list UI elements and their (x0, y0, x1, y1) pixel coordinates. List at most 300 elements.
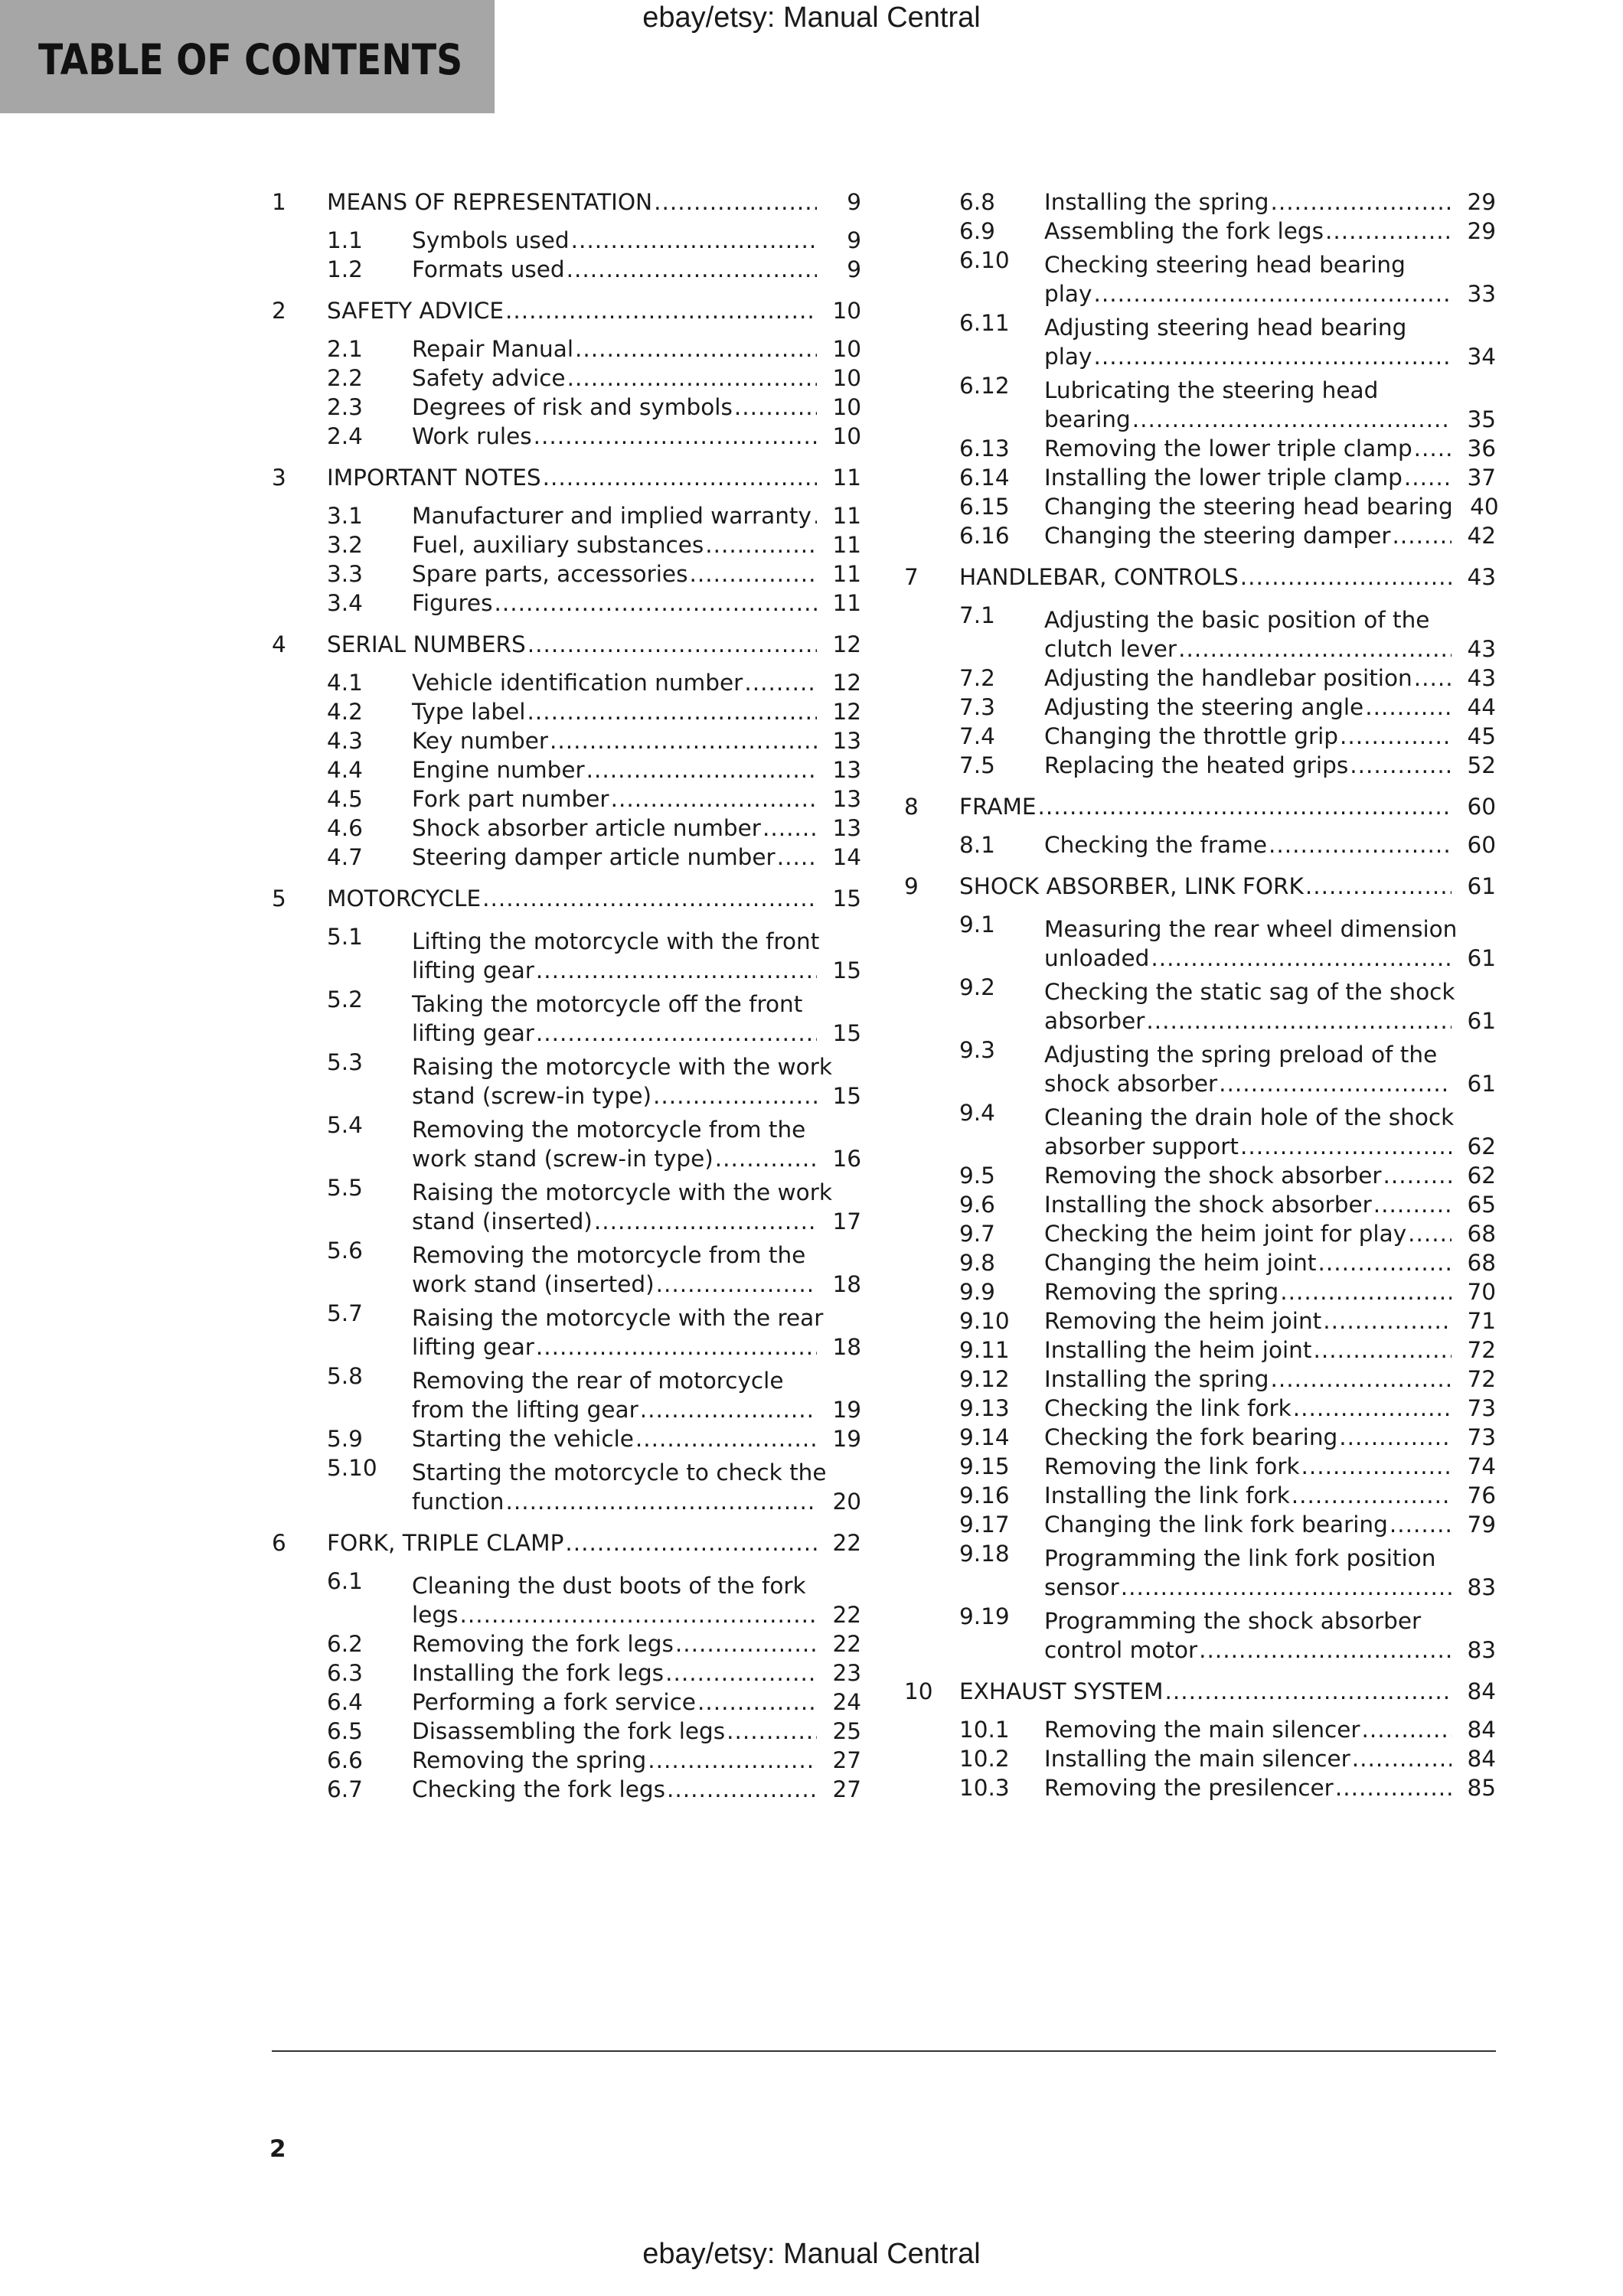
dot-leader (744, 668, 817, 697)
toc-subsection-entry[interactable] (904, 1481, 1496, 1510)
toc-subsection-entry[interactable] (904, 1539, 1496, 1602)
toc-subsection-entry[interactable] (272, 1299, 861, 1362)
toc-entry-page: 29 (1467, 218, 1496, 244)
toc-subsection-entry[interactable] (904, 1744, 1496, 1773)
toc-entry-number: 4 (272, 631, 286, 657)
toc-entry-title: Checking the fork legs (412, 1776, 665, 1802)
toc-entry-number: 10 (904, 1678, 933, 1704)
dot-leader (1352, 1744, 1452, 1773)
toc-section-entry[interactable] (272, 630, 861, 659)
toc-subsection-entry[interactable] (272, 1453, 861, 1516)
toc-entry-page: 84 (1467, 1678, 1496, 1704)
toc-entry-number: 9.19 (959, 1603, 1010, 1629)
toc-entry-number: 8.1 (959, 832, 995, 858)
toc-subsection-entry[interactable] (272, 814, 861, 843)
toc-entry-number: 9.3 (959, 1037, 995, 1063)
toc-entry-number: 4.6 (327, 815, 363, 841)
dot-leader (648, 1746, 817, 1775)
toc-subsection-entry[interactable] (904, 722, 1496, 751)
toc-entry-title: Checking the heim joint for play (1044, 1221, 1407, 1247)
toc-entry-title: Key number (412, 728, 548, 754)
toc-subsection-entry[interactable] (272, 843, 861, 872)
toc-entry-page: 83 (1467, 1637, 1496, 1663)
toc-entry-page: 19 (832, 1426, 861, 1452)
toc-subsection-entry[interactable] (272, 1775, 861, 1804)
toc-subsection-entry[interactable] (272, 1048, 861, 1110)
toc-subsection-entry[interactable] (904, 601, 1496, 664)
dot-leader (1132, 405, 1452, 434)
toc-subsection-entry[interactable] (272, 1236, 861, 1299)
toc-subsection-entry[interactable] (272, 1362, 861, 1424)
toc-entry-title: Removing the lower triple clamp (1044, 435, 1412, 461)
dot-leader (1301, 1452, 1452, 1481)
toc-entry-number: 9.2 (959, 974, 995, 1000)
toc-section-entry[interactable] (272, 296, 861, 325)
toc-entry-page: 72 (1467, 1366, 1496, 1392)
toc-entry-number: 5.8 (327, 1363, 363, 1389)
toc-entry-page: 43 (1467, 636, 1496, 662)
dot-leader (697, 1688, 817, 1717)
dot-leader (1270, 188, 1452, 217)
toc-entry-page: 73 (1467, 1424, 1496, 1450)
toc-subsection-entry[interactable] (272, 726, 861, 755)
toc-subsection-entry[interactable] (904, 1510, 1496, 1539)
toc-subsection-entry[interactable] (904, 308, 1496, 371)
dot-leader (1390, 1510, 1452, 1539)
toc-entry-page: 11 (832, 503, 861, 529)
toc-subsection-entry[interactable] (904, 371, 1496, 434)
toc-entry-number: 6.4 (327, 1689, 363, 1715)
toc-entry-title: lifting gear (412, 1334, 534, 1360)
toc-entry-number: 6.8 (959, 189, 995, 215)
page-number: 2 (269, 2135, 286, 2163)
toc-entry-title: unloaded (1044, 945, 1150, 971)
toc-entry-page: 10 (832, 365, 861, 391)
toc-section-entry[interactable] (272, 188, 861, 217)
toc-subsection-entry[interactable] (272, 922, 861, 985)
dot-leader (586, 755, 817, 784)
toc-entry-number: 9.5 (959, 1163, 995, 1189)
toc-entry-page: 43 (1467, 665, 1496, 691)
toc-section-entry[interactable] (904, 1677, 1496, 1706)
toc-subsection-entry[interactable] (904, 246, 1496, 308)
toc-entry-page: 11 (832, 590, 861, 616)
toc-entry-page: 29 (1467, 189, 1496, 215)
toc-subsection-entry[interactable] (272, 422, 861, 451)
dot-leader (1404, 463, 1452, 492)
toc-subsection-entry[interactable] (904, 1365, 1496, 1394)
dot-leader (665, 1658, 817, 1688)
toc-entry-title: Starting the vehicle (412, 1426, 634, 1452)
toc-subsection-entry[interactable] (904, 751, 1496, 780)
toc-entry-number: 9.1 (959, 912, 995, 938)
toc-subsection-entry[interactable] (904, 1219, 1496, 1248)
toc-entry-title: Removing the fork legs (412, 1631, 674, 1657)
dot-leader (777, 843, 817, 872)
toc-entry-number: 3.4 (327, 590, 363, 616)
toc-subsection-entry[interactable] (904, 910, 1496, 973)
toc-subsection-entry[interactable] (272, 226, 861, 255)
toc-entry-title-line: Adjusting steering head bearing (1044, 315, 1407, 341)
dot-leader (459, 1600, 817, 1629)
dot-leader (550, 726, 817, 755)
toc-subsection-entry[interactable] (272, 1717, 861, 1746)
toc-entry-page: 70 (1467, 1279, 1496, 1305)
toc-subsection-entry[interactable] (272, 589, 861, 618)
toc-entry-page: 73 (1467, 1395, 1496, 1421)
toc-entry-title: Changing the throttle grip (1044, 723, 1339, 749)
toc-entry-number: 10.3 (959, 1775, 1010, 1801)
toc-subsection-entry[interactable] (272, 985, 861, 1048)
toc-subsection-entry[interactable] (904, 1602, 1496, 1665)
toc-entry-page: 25 (832, 1718, 861, 1744)
toc-entry-page: 10 (832, 298, 861, 324)
toc-entry-number: 4.1 (327, 670, 363, 696)
toc-subsection-entry[interactable] (272, 1629, 861, 1658)
toc-entry-title-line: Cleaning the dust boots of the fork (412, 1573, 806, 1599)
toc-entry-title-line: Cleaning the drain hole of the shock (1044, 1104, 1455, 1130)
toc-entry-title: Formats used (412, 256, 565, 282)
toc-entry-number: 6.2 (327, 1631, 363, 1657)
toc-subsection-entry[interactable] (904, 1773, 1496, 1802)
dot-leader (1340, 722, 1452, 751)
dot-leader (536, 956, 817, 985)
toc-entry-title: Engine number (412, 757, 585, 783)
toc-subsection-entry[interactable] (272, 334, 861, 364)
toc-entry-page: 68 (1467, 1221, 1496, 1247)
toc-subsection-entry[interactable] (272, 755, 861, 784)
toc-entry-number: 6.13 (959, 435, 1010, 461)
toc-entry-page: 27 (832, 1776, 861, 1802)
toc-entry-title: SAFETY ADVICE (327, 298, 504, 324)
toc-entry-number: 7.5 (959, 752, 995, 778)
toc-entry-page: 13 (832, 728, 861, 754)
dot-leader (1280, 1277, 1452, 1306)
toc-entry-number: 9.9 (959, 1279, 995, 1305)
dot-leader (565, 1528, 817, 1557)
toc-column-left (272, 188, 861, 1804)
toc-subsection-entry[interactable] (272, 255, 861, 284)
toc-entry-number: 10.2 (959, 1746, 1010, 1772)
toc-entry-page: 71 (1467, 1308, 1496, 1334)
toc-entry-number: 5.5 (327, 1175, 363, 1201)
toc-entry-page: 23 (832, 1660, 861, 1686)
toc-entry-page: 19 (832, 1397, 861, 1423)
dot-leader (536, 1019, 817, 1048)
toc-subsection-entry[interactable] (904, 217, 1496, 246)
dot-leader (667, 1775, 817, 1804)
toc-entry-title-line: Raising the motorcycle with the rear (412, 1305, 824, 1331)
toc-subsection-entry[interactable] (904, 1098, 1496, 1161)
toc-subsection-entry[interactable] (272, 1424, 861, 1453)
toc-entry-title: Removing the spring (412, 1747, 647, 1773)
toc-subsection-entry[interactable] (904, 188, 1496, 217)
toc-section-entry[interactable] (904, 563, 1496, 592)
toc-subsection-entry[interactable] (904, 492, 1499, 521)
toc-entry-title: Work rules (412, 423, 532, 449)
dot-leader (734, 393, 817, 422)
dot-leader (1408, 1219, 1452, 1248)
dot-leader (527, 630, 817, 659)
toc-subsection-entry[interactable] (904, 693, 1496, 722)
toc-subsection-entry[interactable] (272, 559, 861, 589)
toc-subsection-entry[interactable] (904, 434, 1496, 463)
toc-entry-number: 7 (904, 564, 919, 590)
toc-entry-page: 15 (832, 1020, 861, 1046)
toc-entry-title: Changing the steering head bearing (1044, 494, 1453, 520)
toc-entry-page: 14 (832, 844, 861, 870)
toc-subsection-entry[interactable] (904, 1394, 1496, 1423)
toc-entry-title: function (412, 1489, 505, 1515)
dot-leader (1178, 634, 1452, 664)
toc-section-entry[interactable] (272, 1528, 861, 1557)
toc-entry-number: 6.15 (959, 494, 1010, 520)
toc-entry-page: 40 (1470, 494, 1499, 520)
dot-leader (1093, 279, 1452, 308)
dot-leader (813, 501, 817, 530)
toc-entry-number: 9.14 (959, 1424, 1010, 1450)
toc-section-entry[interactable] (272, 884, 861, 913)
toc-entry-title: Fuel, auxiliary substances (412, 532, 704, 558)
toc-entry-number: 3 (272, 465, 286, 491)
toc-entry-page: 22 (832, 1530, 861, 1556)
toc-entry-number: 9.10 (959, 1308, 1010, 1334)
toc-subsection-entry[interactable] (904, 463, 1496, 492)
toc-entry-number: 5.2 (327, 987, 363, 1013)
toc-subsection-entry[interactable] (904, 973, 1496, 1035)
toc-subsection-entry[interactable] (272, 1110, 861, 1173)
dot-leader (1219, 1069, 1452, 1098)
toc-entry-page: 60 (1467, 794, 1496, 820)
toc-subsection-entry[interactable] (904, 521, 1496, 550)
toc-entry-page: 12 (832, 699, 861, 725)
toc-entry-number: 2.3 (327, 394, 363, 420)
toc-entry-title: shock absorber (1044, 1071, 1218, 1097)
toc-entry-title: from the lifting gear (412, 1397, 638, 1423)
toc-entry-number: 7.1 (959, 602, 995, 628)
dot-leader (1151, 944, 1452, 973)
toc-entry-page: 65 (1467, 1192, 1496, 1218)
toc-entry-number: 9.6 (959, 1192, 995, 1218)
toc-entry-title: stand (screw-in type) (412, 1083, 651, 1109)
toc-entry-title-line: Raising the motorcycle with the work (412, 1179, 832, 1205)
toc-subsection-entry[interactable] (272, 530, 861, 559)
toc-entry-title: MOTORCYCLE (327, 885, 482, 912)
toc-entry-number: 9 (904, 873, 919, 899)
toc-entry-number: 5.10 (327, 1455, 377, 1481)
dot-leader (1365, 693, 1452, 722)
toc-entry-number: 9.13 (959, 1395, 1010, 1421)
toc-entry-title: Vehicle identification number (412, 670, 743, 696)
toc-entry-page: 15 (832, 957, 861, 983)
toc-entry-title-line: Starting the motorcycle to check the (412, 1459, 827, 1486)
dot-leader (1165, 1677, 1452, 1706)
toc-entry-number: 7.2 (959, 665, 995, 691)
toc-entry-title: Removing the spring (1044, 1279, 1279, 1305)
toc-entry-title: IMPORTANT NOTES (327, 465, 541, 491)
toc-entry-title: EXHAUST SYSTEM (959, 1678, 1164, 1704)
dot-leader (1414, 434, 1452, 463)
dot-leader (527, 697, 817, 726)
toc-entry-title-line: Adjusting the spring preload of the (1044, 1042, 1438, 1068)
dot-leader (1414, 664, 1452, 693)
toc-entry-page: 13 (832, 815, 861, 841)
toc-entry-page: 36 (1467, 435, 1496, 461)
toc-entry-number: 9.16 (959, 1482, 1010, 1508)
toc-entry-number: 6.9 (959, 218, 995, 244)
toc-entry-title: work stand (inserted) (412, 1271, 655, 1297)
toc-entry-title: Changing the steering damper (1044, 523, 1391, 549)
toc-entry-page: 61 (1467, 1071, 1496, 1097)
toc-entry-title: sensor (1044, 1574, 1119, 1600)
toc-entry-number: 9.4 (959, 1100, 995, 1126)
dot-leader (482, 884, 817, 913)
toc-entry-title: Performing a fork service (412, 1689, 696, 1715)
toc-entry-title: Checking the fork bearing (1044, 1424, 1338, 1450)
dot-leader (1350, 751, 1452, 780)
toc-entry-title: Figures (412, 590, 493, 616)
toc-entry-page: 83 (1467, 1574, 1496, 1600)
toc-entry-title: MEANS OF REPRESENTATION (327, 189, 653, 215)
toc-subsection-entry[interactable] (904, 664, 1496, 693)
dot-leader (1323, 1306, 1452, 1336)
toc-entry-number: 6.3 (327, 1660, 363, 1686)
toc-entry-title: Installing the spring (1044, 189, 1269, 215)
toc-entry-title: Spare parts, accessories (412, 561, 688, 587)
toc-entry-title: Installing the spring (1044, 1366, 1269, 1392)
toc-entry-title-line: Programming the link fork position (1044, 1545, 1436, 1571)
dot-leader (611, 784, 817, 814)
watermark-bottom: ebay/etsy: Manual Central (642, 2238, 981, 2270)
toc-entry-number: 2 (272, 298, 286, 324)
toc-section-entry[interactable] (904, 872, 1496, 901)
toc-subsection-entry[interactable] (272, 697, 861, 726)
toc-entry-title: legs (412, 1602, 459, 1628)
toc-subsection-entry[interactable] (272, 1567, 861, 1629)
toc-subsection-entry[interactable] (272, 1688, 861, 1717)
toc-entry-number: 4.5 (327, 786, 363, 812)
dot-leader (705, 530, 817, 559)
toc-column-right (904, 188, 1499, 1802)
toc-entry-number: 6.12 (959, 373, 1010, 399)
toc-subsection-entry[interactable] (904, 1161, 1496, 1190)
toc-subsection-entry[interactable] (904, 1336, 1496, 1365)
toc-entry-page: 13 (832, 757, 861, 783)
toc-entry-title: Disassembling the fork legs (412, 1718, 726, 1744)
toc-entry-title: SERIAL NUMBERS (327, 631, 526, 657)
dot-leader (1240, 563, 1452, 592)
header-banner (0, 0, 495, 113)
toc-entry-page: 62 (1467, 1133, 1496, 1159)
toc-entry-page: 84 (1467, 1746, 1496, 1772)
dot-leader (506, 1487, 817, 1516)
toc-subsection-entry[interactable] (904, 1277, 1496, 1306)
toc-entry-number: 5.9 (327, 1426, 363, 1452)
toc-entry-number: 4.4 (327, 757, 363, 783)
toc-subsection-entry[interactable] (904, 1035, 1496, 1098)
toc-entry-page: 61 (1467, 1008, 1496, 1034)
page-title: TABLE OF CONTENTS (38, 35, 463, 84)
toc-subsection-entry[interactable] (904, 1190, 1496, 1219)
toc-entry-number: 5.6 (327, 1238, 363, 1264)
toc-entry-title: lifting gear (412, 957, 534, 983)
toc-entry-title: bearing (1044, 406, 1131, 432)
toc-entry-number: 5.4 (327, 1112, 363, 1138)
toc-subsection-entry[interactable] (272, 784, 861, 814)
toc-subsection-entry[interactable] (904, 1715, 1496, 1744)
dot-leader (1305, 872, 1452, 901)
toc-subsection-entry[interactable] (904, 1423, 1496, 1452)
toc-entry-page: 22 (832, 1631, 861, 1657)
toc-entry-page: 52 (1467, 752, 1496, 778)
toc-entry-title-line: Checking steering head bearing (1044, 252, 1406, 278)
dot-leader (1293, 1394, 1452, 1423)
toc-subsection-entry[interactable] (272, 501, 861, 530)
toc-entry-page: 33 (1467, 281, 1496, 307)
dot-leader (1146, 1006, 1452, 1035)
toc-entry-title: Changing the heim joint (1044, 1250, 1317, 1276)
dot-leader (689, 559, 817, 589)
dot-leader (1121, 1573, 1452, 1602)
toc-entry-number: 3.3 (327, 561, 363, 587)
dot-leader (567, 364, 817, 393)
toc-section-entry[interactable] (272, 463, 861, 492)
toc-entry-number: 1.2 (327, 256, 363, 282)
toc-entry-title: stand (inserted) (412, 1208, 593, 1234)
toc-subsection-entry[interactable] (904, 830, 1496, 859)
toc-entry-number: 9.8 (959, 1250, 995, 1276)
toc-entry-number: 2.4 (327, 423, 363, 449)
toc-entry-page: 74 (1467, 1453, 1496, 1479)
toc-entry-number: 5 (272, 885, 286, 912)
toc-entry-number: 6 (272, 1530, 286, 1556)
toc-entry-number: 1.1 (327, 227, 363, 253)
toc-entry-title: Replacing the heated grips (1044, 752, 1349, 778)
toc-entry-number: 9.7 (959, 1221, 995, 1247)
toc-entry-number: 6.10 (959, 247, 1010, 273)
dot-leader (1313, 1336, 1452, 1365)
dot-leader (494, 589, 817, 618)
toc-subsection-entry[interactable] (272, 1746, 861, 1775)
dot-leader (1292, 1481, 1452, 1510)
dot-leader (1318, 1248, 1452, 1277)
toc-subsection-entry[interactable] (272, 393, 861, 422)
toc-entry-title: Steering damper article number (412, 844, 776, 870)
dot-leader (1270, 1365, 1452, 1394)
toc-subsection-entry[interactable] (272, 668, 861, 697)
toc-subsection-entry[interactable] (272, 1173, 861, 1236)
toc-entry-title: Fork part number (412, 786, 609, 812)
toc-subsection-entry[interactable] (904, 1452, 1496, 1481)
toc-entry-title: Changing the link fork bearing (1044, 1512, 1388, 1538)
toc-subsection-entry[interactable] (904, 1248, 1496, 1277)
toc-entry-number: 6.1 (327, 1568, 363, 1594)
dot-leader (594, 1207, 817, 1236)
dot-leader (536, 1332, 817, 1362)
toc-entry-number: 4.3 (327, 728, 363, 754)
toc-entry-title: clutch lever (1044, 636, 1177, 662)
toc-entry-title: Safety advice (412, 365, 566, 391)
toc-subsection-entry[interactable] (272, 1658, 861, 1688)
toc-entry-number: 3.2 (327, 532, 363, 558)
toc-subsection-entry[interactable] (904, 1306, 1496, 1336)
dot-leader (1383, 1161, 1452, 1190)
toc-entry-page: 18 (832, 1334, 861, 1360)
toc-subsection-entry[interactable] (272, 364, 861, 393)
toc-entry-title: Shock absorber article number (412, 815, 761, 841)
toc-section-entry[interactable] (904, 792, 1496, 821)
toc-entry-page: 10 (832, 336, 861, 362)
